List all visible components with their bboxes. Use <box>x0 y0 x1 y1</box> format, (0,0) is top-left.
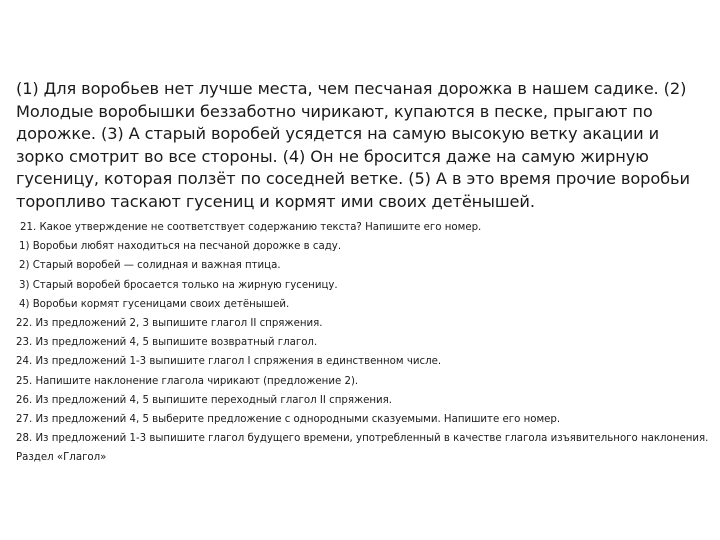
answer-option-2: 2) Старый воробей — солидная и важная птица. <box>19 260 281 272</box>
question-28: 28. Из предложений 1-3 выпишите глагол будущего времени, употребленный в качестве глагола изъявительного наклонения. Раздел «Глагол» <box>16 433 709 464</box>
question-23: 23. Из предложений 4, 5 выпишите возвратный глагол. <box>16 337 318 349</box>
question-list <box>16 218 716 468</box>
question-21: 21. Какое утверждение не соответствует содержанию текста? Напишите его номер. <box>20 222 482 233</box>
question-22: 22. Из предложений 2, 3 выпишите глагол II спряжения. <box>16 318 323 330</box>
question-25: 25. Напишите наклонение глагола чирикают (предложение 2). <box>16 375 359 387</box>
answer-option-3: 3) Старый воробей бросается только на жирную гусеницу. <box>19 279 338 291</box>
question-27: 27. Из предложений 4, 5 выберите предложение с однородными сказуемыми. Напишите его номер. <box>16 414 561 426</box>
answer-option-4: 4) Воробьи кормят гусеницами своих детёнышей. <box>19 298 290 310</box>
passage-text: (1) Для воробьев нет лучше места, чем песчаная дорожка в нашем садике. (2) Молодые воробышки беззаботно чирикают, купаются в песке, прыгают по дорожке. (3) А старый воробей усядется на самую высокую ветку акации и зорко смотрит во все стороны. (4) Он не бросится даже на самую жирную гусеницу, которая ползёт по соседней ветке. (5) А в это время прочие воробьи торопливо таскают гусениц и кормят ими своих детёнышей. <box>16 79 690 211</box>
question-24: 24. Из предложений 1-3 выпишите глагол I спряжения в единственном числе. <box>16 356 442 368</box>
question-26: 26. Из предложений 4, 5 выпишите переходный глагол II спряжения. <box>16 394 393 406</box>
answer-option-1: 1) Воробьи любят находиться на песчаной дорожке в саду. <box>19 241 342 253</box>
